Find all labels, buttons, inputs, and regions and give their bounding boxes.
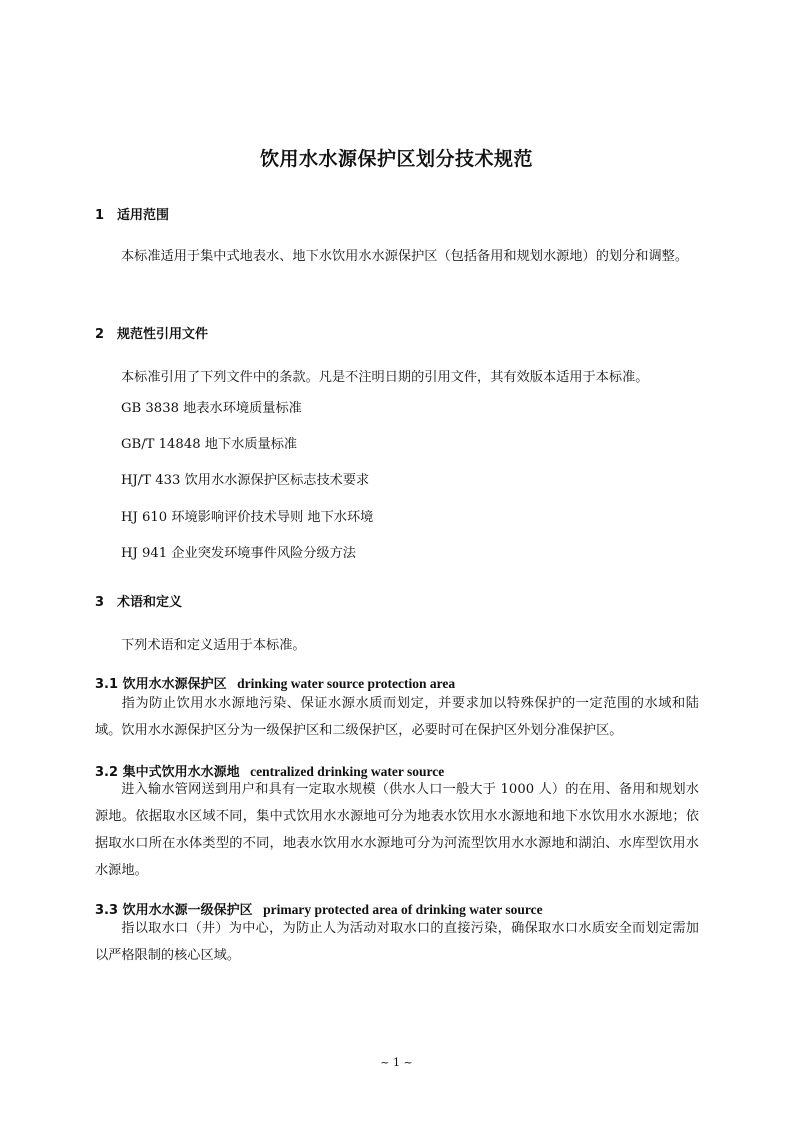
reference-item: HJ 941 企业突发环境事件风险分级方法	[121, 546, 356, 561]
term-3-2-definition	[95, 776, 699, 884]
paragraph-text: 本标准适用于集中式地表水、地下水饮用水水源保护区（包括备用和规划水源地）的划分和调整。	[121, 249, 689, 264]
term-number: 3.2	[95, 765, 119, 780]
reference-item: HJ 610 环境影响评价技术导则 地下水环境	[121, 510, 374, 525]
term-english: drinking water source protection area	[237, 676, 456, 691]
reference-item: GB 3838 地表水环境质量标准	[121, 401, 302, 416]
section-number: 2	[95, 327, 105, 342]
term-english: primary protected area of drinking water source	[263, 902, 543, 917]
term-number: 3.3	[95, 903, 119, 918]
section-number: 1	[95, 208, 105, 223]
section-1-paragraph	[95, 243, 699, 270]
term-number: 3.1	[95, 677, 119, 692]
reference-item: GB/T 14848 地下水质量标准	[121, 437, 298, 452]
definition-text: 指以取水口（井）为中心，为防止人为活动对取水口的直接污染，确保取水口水质安全而划定需加以严格限制的核心区域。	[95, 921, 699, 963]
section-2-intro: 本标准引用了下列文件中的条款。凡是不注明日期的引用文件，其有效版本适用于本标准。	[121, 370, 649, 385]
term-chinese: 集中式饮用水水源地	[122, 765, 240, 780]
section-1-heading	[95, 204, 169, 223]
page-title: 饮用水水源保护区划分技术规范	[259, 148, 533, 170]
definition-text: 进入输水管网送到用户和具有一定取水规模（供水人口一般大于 1000 人）的在用、备用和规划水源地。依据取水区域不同，集中式饮用水水源地可分为地表水饮用水水源地和地下水饮用水水源地；依据取水口所在水体类型的不同，地表水饮用水水源地可分为河流型饮用水水源地和湖泊、水库型饮用水水源地。	[95, 782, 699, 878]
section-3-heading	[95, 591, 182, 610]
term-chinese: 饮用水水源保护区	[122, 677, 227, 692]
page-number: ~ 1 ~	[380, 1056, 413, 1069]
term-chinese: 饮用水水源一级保护区	[122, 903, 253, 918]
term-3-3-definition	[95, 915, 699, 969]
term-3-1-definition	[95, 690, 699, 744]
section-3-intro: 下列术语和定义适用于本标准。	[121, 638, 306, 653]
section-2-heading	[95, 323, 208, 342]
section-title: 术语和定义	[117, 595, 183, 610]
term-english: centralized drinking water source	[250, 764, 445, 779]
definition-text: 指为防止饮用水水源地污染、保证水源水质而划定，并要求加以特殊保护的一定范围的水域和陆域。饮用水水源保护区分为一级保护区和二级保护区，必要时可在保护区外划分准保护区。	[95, 696, 699, 738]
section-number: 3	[95, 595, 105, 610]
reference-item: HJ/T 433 饮用水水源保护区标志技术要求	[121, 473, 370, 488]
section-title: 规范性引用文件	[117, 327, 209, 342]
section-title: 适用范围	[117, 208, 170, 223]
